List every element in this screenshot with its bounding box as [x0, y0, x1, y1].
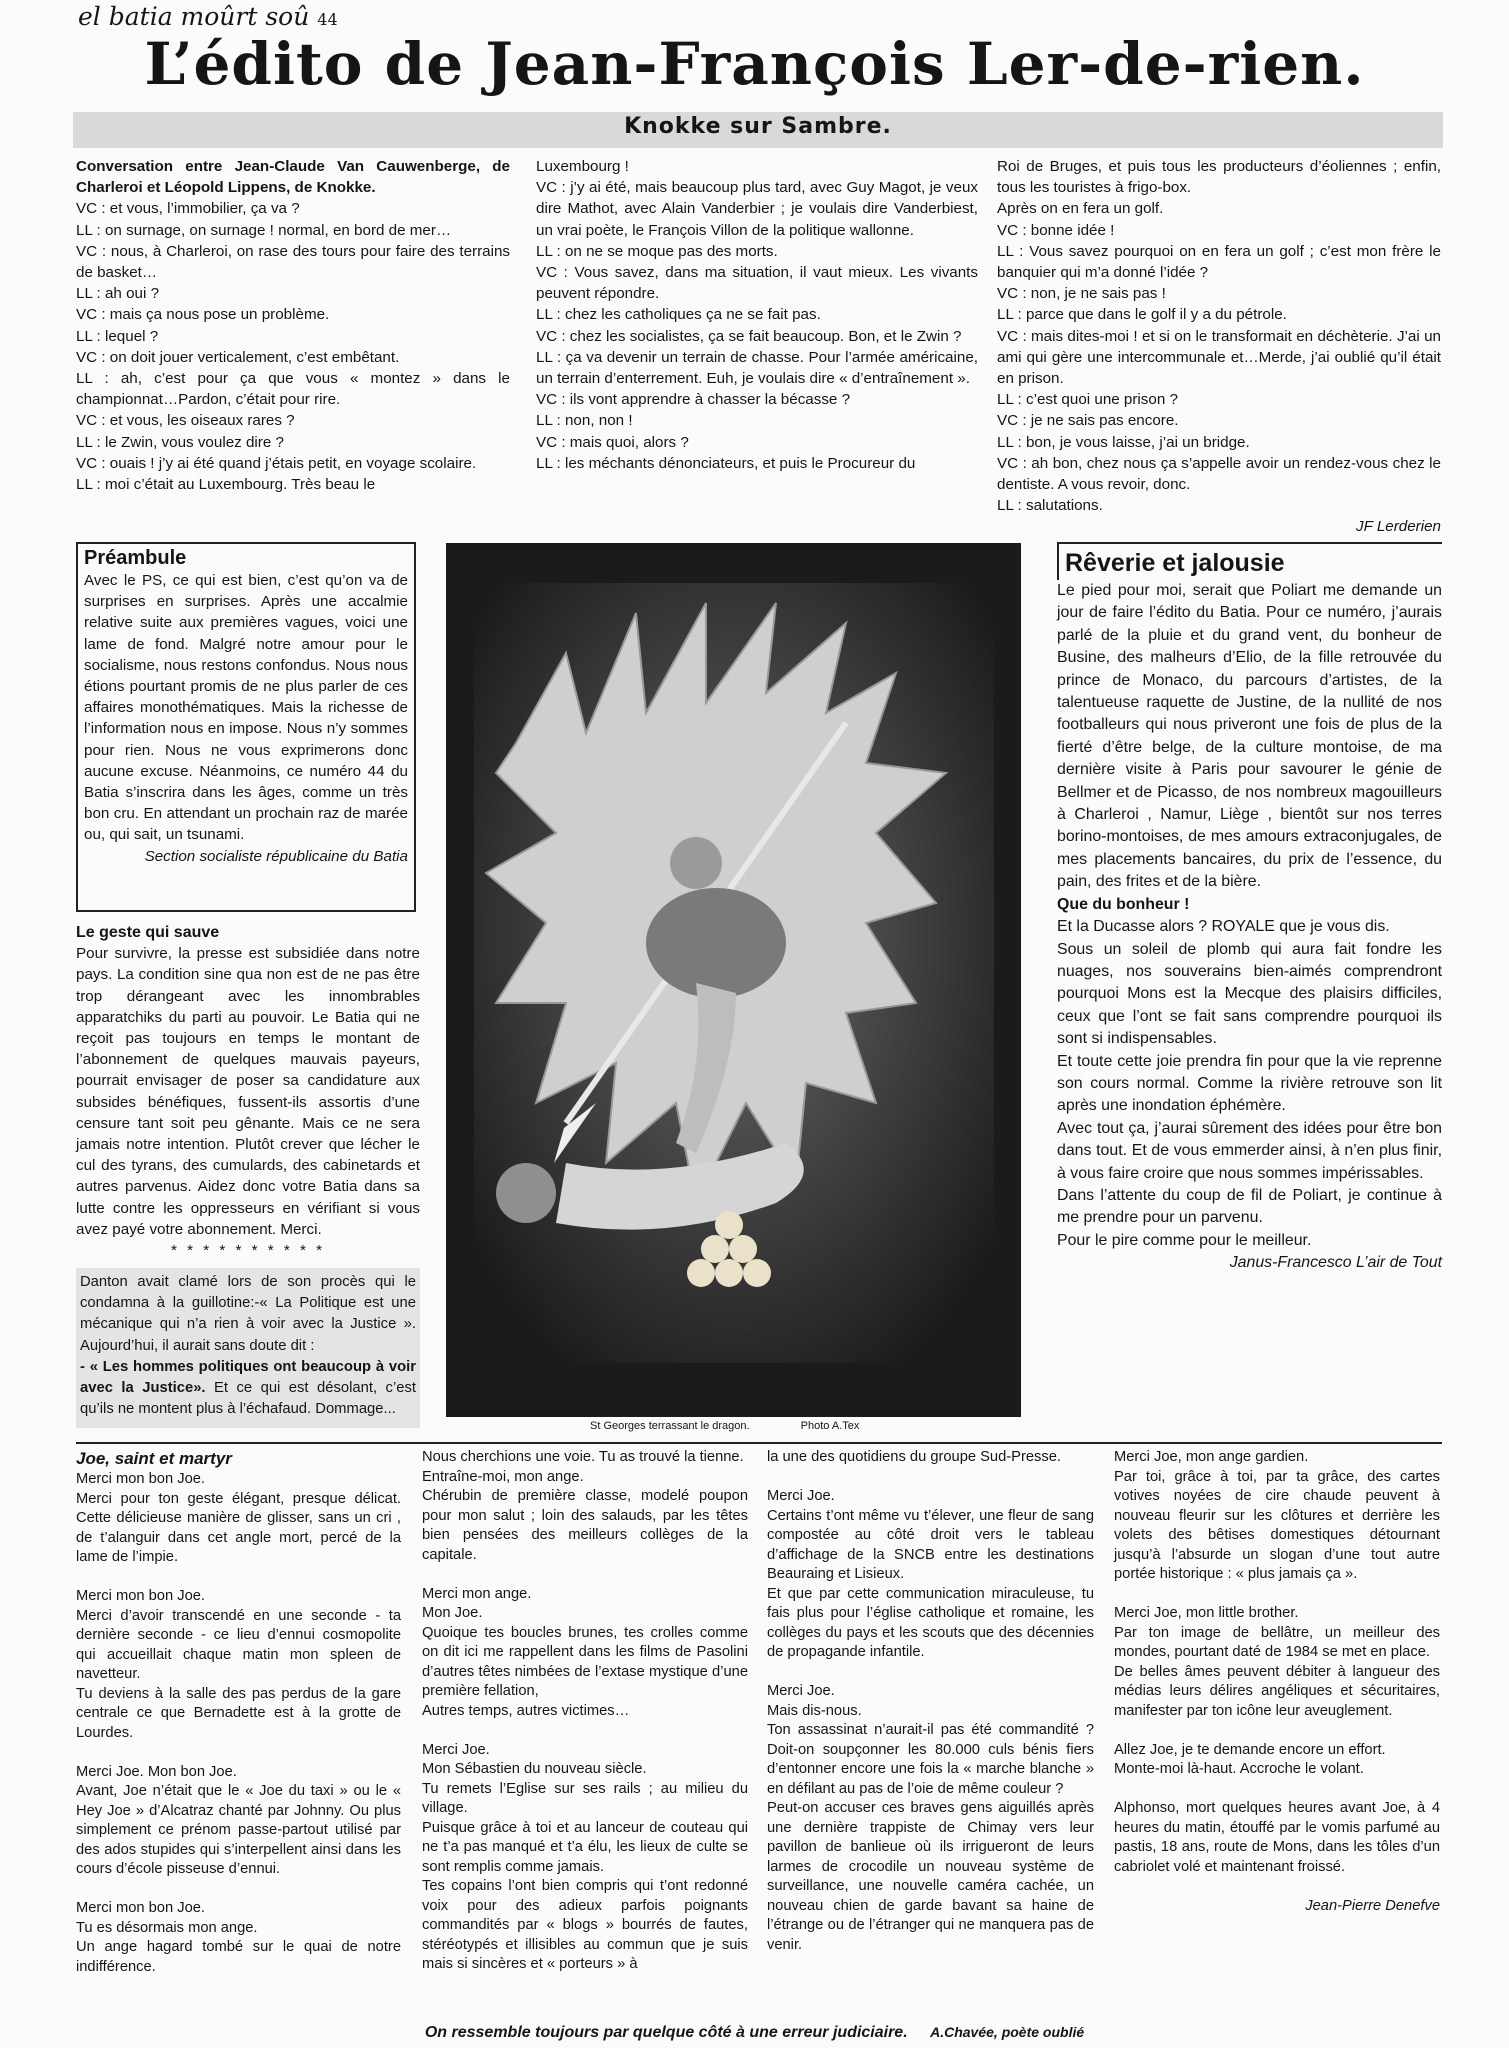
danton-text-end: Et ce qui est désolant, c’est qu’ils ne montent plus à l’échafaud. Dommage... — [80, 1380, 416, 1418]
photo-caption-text: St Georges terrassant le dragon. — [590, 1420, 750, 1432]
joe-paragraph: Merci Joe. Certains t’ont même vu t’élever, une fleur de sang compostée au côté droit vers le tableau d’affichage de la SNCB entre les destinations Beauraing et Lisieux. Et que par cette communication miraculeuse, tu fais plus pour l’église catholique et romaine, les collèges du pays et les scouts que des décennies de propagande infantile. — [767, 1488, 1094, 1660]
preambule-title: Préambule — [84, 547, 187, 569]
reverie-paragraph: Le pied pour moi, serait que Poliart me demande un jour de faire l’édito du Batia. Pour ce numéro, j’aurais parlé de la pluie et du grand vent, du bonheur de Busine, des malheurs d’Elio, de la fille retrouvée du prince de Monaco, du parcours d’artistes, de la talentueuse raquette de Justine, de la nullité de nos footballeurs qui nous priveront une fois de plus de la fierté d’être belge, de la culture montoise, de ma dernière visite à Paris pour savourer le génie de Bellmer et de Picasso, de nos nombreux magouilleurs à Charleroi , Namur, Liège , bientôt sur nos terres borino-montoises, de mes amours extraconjugales, de mes placements bancaires, du prix de l’essence, du pain, des frites et de la bière. — [1057, 582, 1442, 891]
separator-stars: * * * * * * * * * * — [170, 1242, 326, 1260]
masthead — [78, 2, 338, 31]
conversation-line: LL : lequel ? — [76, 327, 159, 345]
conversation-line: LL : on surnage, on surnage ! normal, en bord de mer… — [76, 221, 452, 239]
conversation-column-2 — [536, 156, 978, 474]
conversation-line: VC : Vous savez, dans ma situation, il vaut mieux. Les vivants peuvent répondre. — [536, 264, 978, 303]
conversation-line: VC : mais dites-moi ! et si on le transformait en déchèterie. J’ai un ami qui gère une intercommunale et…Merde, j’ai oublié qu’il était en prison. — [997, 327, 1441, 388]
conversation-line: VC : bonne idée ! — [997, 221, 1115, 239]
conversation-line: LL : les méchants dénonciateurs, et puis le Procureur du — [536, 454, 916, 472]
joe-column-1 — [76, 1448, 401, 1997]
section-divider — [76, 1442, 1442, 1444]
joe-paragraph: la une des quotidiens du groupe Sud-Presse. — [767, 1449, 1061, 1465]
subtitle: Knokke sur Sambre. — [624, 114, 892, 139]
joe-paragraph: Merci Joe. Mon bon Joe. Avant, Joe n’était que le « Joe du taxi » ou le « Hey Joe » d’Alcatraz chanté par Johnny. Ou plus simplement ce prénom passe-partout utilisé par des ados stupides qui s’interpellent ainsi dans les cours d’école pisseuse d’ennui. — [76, 1763, 401, 1877]
issue-number: 44 — [317, 10, 338, 29]
footer-quote-text: On ressemble toujours par quelque côté à une erreur judiciaire. — [424, 2024, 908, 2041]
photo-caption — [590, 1420, 859, 1432]
joe-title: Joe, saint et martyr — [76, 1449, 232, 1468]
conversation-line: VC : nous, à Charleroi, on rase des tours pour faire des terrains de basket… — [76, 242, 510, 282]
joe-column-4 — [1114, 1448, 1440, 1936]
conversation-line: LL : le Zwin, vous voulez dire ? — [76, 433, 284, 451]
joe-paragraph: Allez Joe, je te demande encore un effort. Monte-moi là-haut. Accroche le volant. — [1114, 1741, 1386, 1777]
joe-paragraph: Merci mon bon Joe. Merci pour ton geste élégant, presque délicat. Cette délicieuse manière de glisser, sans un cri , de t’alanguir dans cet angle mort, percé de la lame de l’impie. — [76, 1471, 401, 1565]
joe-signature: Jean-Pierre Denefve — [1305, 1897, 1440, 1914]
photo-credit: Photo A.Tex — [800, 1420, 860, 1432]
conversation-line: LL : c’est quoi une prison ? — [997, 391, 1178, 409]
joe-paragraph: Merci Joe. Mais dis-nous. Ton assassinat n’aurait-il pas été commandité ? Doit-on soupçonner les 80.000 culs bénis fiers d’entonner encore une fois la « marche blanche » en défilant au pas de l’oie de même couleur ? Peut-on accuser ces braves gens aiguillés après une dernière trappiste de Chimay vers leur pavillon de banlieue où ils irrigueront de leurs larmes de crocodile un nouveau système de surveillance, une nouvelle caméra cachée, un nouveau chien de garde bavant sa haine de l’étrange ou de l’étranger qui ne manquera pas de venir. — [767, 1683, 1094, 1953]
reverie-paragraph: Et la Ducasse alors ? ROYALE que je vous dis. — [1057, 918, 1390, 936]
conversation-line: LL : bon, je vous laisse, j’ai un bridge. — [997, 433, 1250, 451]
danton-box — [76, 1268, 420, 1428]
conversation-line: LL : moi c’était au Luxembourg. Très beau le — [76, 476, 376, 494]
reverie-paragraph: Et toute cette joie prendra fin pour que la vie reprenne son cours normal. Comme la rivière retrouve son lit après une inondation éphémère. — [1057, 1052, 1442, 1115]
joe-paragraph: Merci Joe. Mon Sébastien du nouveau siècle. Tu remets l’Eglise sur ses rails ; au milieu du village. Puisque grâce à toi et au lanceur de couteau qui ne t’a pas manqué et t’a élu, les lieux de culte se sont remplis comme jamais. Tes copains l’ont bien compris qui t’ont redonné voix pour des adieux parfois poignants commandités par « blogs » bourrés de fautes, stéréotypés et illisibles au commun que je suis mais si sincères et « porteurs » à — [422, 1741, 748, 1972]
conversation-line: VC : chez les socialistes, ça se fait beaucoup. Bon, et le Zwin ? — [536, 327, 962, 345]
conversation-line: VC : mais ça nous pose un problème. — [76, 306, 330, 324]
conversation-line: Luxembourg ! — [536, 158, 629, 175]
preambule-box — [76, 542, 416, 912]
reverie-paragraph: Dans l’attente du coup de fil de Poliart, je continue à me prendre pour un parvenu. — [1057, 1186, 1442, 1227]
masthead-title: el batia moûrt soû — [78, 2, 310, 31]
geste-section — [76, 922, 420, 1261]
conversation-line: VC : on doit jouer verticalement, c’est embêtant. — [76, 348, 400, 366]
geste-title: Le geste qui sauve — [76, 924, 220, 941]
conversation-line: Après on en fera un golf. — [997, 200, 1164, 218]
conversation-signature: JF Lerderien — [1356, 518, 1441, 536]
reverie-paragraph: Avec tout ça, j’aurai sûrement des idées pour être bon dans tout. Et de vous emmerder ainsi, à n’en plus finir, à vous faire croire que nous sommes impérissables. — [1057, 1119, 1442, 1182]
reverie-paragraph: Pour le pire comme pour le meilleur. — [1057, 1231, 1312, 1249]
conversation-line: VC : je ne sais pas encore. — [997, 412, 1179, 430]
conversation-line: VC : ouais ! j’y ai été quand j’étais petit, en voyage scolaire. — [76, 454, 477, 472]
joe-paragraph: Alphonso, mort quelques heures avant Joe, à 4 heures du matin, étouffé par le vomis parfumé au pastis, 18 ans, route de Mons, dans les tôles d’un cabriolet volé et maintenant froissé. — [1114, 1800, 1440, 1875]
reverie-bold-line: Que du bonheur ! — [1057, 895, 1190, 913]
reverie-header — [1057, 542, 1442, 580]
reverie-section — [1057, 542, 1442, 1275]
joe-column-2 — [422, 1448, 748, 1994]
conversation-line: LL : non, non ! — [536, 412, 633, 430]
photo-illustration — [446, 543, 1021, 1417]
joe-paragraph: Nous cherchions une voie. Tu as trouvé la tienne. Entraîne-moi, mon ange. Chérubin de première classe, modelé poupon pour mon salut ; loin des salauds, par les têtes bien pensées des meilleurs collèges de la capitale. — [422, 1449, 748, 1563]
joe-paragraph: Merci mon bon Joe. Tu es désormais mon ange. Un ange hagard tombé sur le quai de notre indifférence. — [76, 1900, 401, 1975]
conversation-line: LL : ah, c’est pour ça que vous « montez » dans le championnat…Pardon, c’était pour rire. — [76, 370, 510, 409]
conversation-column-1 — [76, 156, 510, 495]
joe-paragraph: Merci mon ange. Mon Joe. Quoique tes boucles brunes, tes crolles comme on dit ici me rappellent dans les films de Pasolini d’autres têtes nimbées de l’extase mystique d’une première fellation, Autres temps, autres victimes… — [422, 1585, 748, 1719]
reverie-title: Rêverie et jalousie — [1065, 549, 1285, 577]
reverie-paragraph: Sous un soleil de plomb qui aura fait fondre les nuages, nos souverains bien-aimés comprendront pourquoi Mons est la Mecque des plaisirs difficiles, ceux que l’ont se fait sans comprendre pourquoi ils sont si indispensables. — [1057, 940, 1442, 1048]
conversation-line: LL : ça va devenir un terrain de chasse. Pour l’armée américaine, un terrain d’enterrement. Euh, je voulais dire « d’entraînement ». — [536, 348, 978, 388]
preambule-signature: Section socialiste républicaine du Batia — [144, 847, 408, 865]
page-title: L’édito de Jean-François Ler-de-rien. — [144, 30, 1365, 98]
reverie-body — [1057, 580, 1442, 1275]
conversation-line: VC : j’y ai été, mais beaucoup plus tard, avec Guy Magot, je veux dire Mathot, avec Alain Vanderbier ; je voulais dire Vanderbiest, un vrai poète, le François Villon de la politique wallonne. — [536, 179, 978, 239]
conversation-column-3 — [997, 156, 1441, 538]
footer-quote — [0, 2024, 1509, 2042]
conversation-line: LL : Vous savez pourquoi on en fera un golf ; c’est mon frère le banquier qui m’a donné l’idée ? — [997, 242, 1441, 282]
conversation-line: LL : parce que dans le golf il y a du pétrole. — [997, 306, 1287, 324]
conversation-line: VC : et vous, les oiseaux rares ? — [76, 412, 295, 430]
preambule-text: Avec le PS, ce qui est bien, c’est qu’on va de surprises en surprises. Après une accalmie relative suite aux premières vagues, voici une lame de fond. Malgré notre amour pour le socialisme, nous restons confondus. Nous nous étions pourtant promis de ne plus parler de ces affaires monothématiques. Mais la richesse de l’information nous en impose. Nous n’y sommes pour rien. Nous ne vous exprimerons donc aucune excuse. Néanmoins, ce numéro 44 du Batia s’inscrira dans les âges, comme un très bon cru. En attendant un prochain raz de marée ou, qui sait, un tsunami. — [84, 572, 408, 844]
conversation-line: LL : salutations. — [997, 497, 1103, 515]
danton-bold-quote: - « Les hommes politiques ont beaucoup à voir avec la Justice». — [80, 1358, 416, 1397]
joe-paragraph: Merci Joe, mon little brother. Par ton image de bellâtre, un meilleur des mondes, pourtant daté de 1984 se met en place. De belles âmes peuvent débiter à langueur des médias leurs délires angéliques et sécuritaires, manifester par ton icône leur aveuglement. — [1114, 1605, 1440, 1719]
joe-column-3 — [767, 1448, 1094, 1975]
conversation-intro: Conversation entre Jean-Claude Van Cauwenberge, de Charleroi et Léopold Lippens, de Knokke. — [76, 158, 510, 197]
conversation-line: LL : on ne se moque pas des morts. — [536, 242, 778, 260]
photo-st-georges — [446, 543, 1021, 1417]
conversation-line: VC : mais quoi, alors ? — [536, 433, 689, 451]
reverie-signature: Janus-Francesco L’air de Tout — [1229, 1254, 1442, 1272]
conversation-line: VC : ils vont apprendre à chasser la bécasse ? — [536, 391, 851, 409]
joe-paragraph: Merci mon bon Joe. Merci d’avoir transcendé en une seconde - ta dernière seconde - ce lieu d’ennui cosmopolite qui accueillait chaque matin mon spleen de navetteur. Tu deviens à la salle des pas perdus de la gare centrale ce que Bernadette est à la grotte de Lourdes. — [76, 1588, 401, 1741]
geste-text: Pour survivre, la presse est subsidiée dans notre pays. La condition sine qua non est de ne pas être trop dérangeant avec les innombrables apparatchiks du parti au pouvoir. Le Batia qui ne reçoit pas toujours en temps le montant de l’abonnement de quelques mauvais payeurs, pourrait envisager de poser sa candidature aux subsides bénéfiques, fussent-ils assortis d’une censure tant soit peu gênante. Mais ce ne sera jamais notre intention. Plutôt crever que lécher le cul des tyrans, des cumulards, des cabinetards et autres parvenus. Aidez donc votre Batia dans sa lutte contre les oppresseurs en vérifiant si vous avez payé votre abonnement. Merci. — [76, 945, 420, 1238]
joe-paragraph: Merci Joe, mon ange gardien. Par toi, grâce à toi, par ta grâce, des cartes votives noyées de cire chaude peuvent à nouveau fleurir sur les clôtures et derrière les volets des bêtises domestiques détournant jusqu’à l’absurde un slogan d’une tout autre portée historique : « plus jamais ça ». — [1114, 1449, 1440, 1582]
footer-quote-author: A.Chavée, poète oublié — [930, 2024, 1085, 2040]
conversation-line: VC : et vous, l’immobilier, ça va ? — [76, 200, 300, 218]
conversation-line: VC : non, je ne sais pas ! — [997, 285, 1166, 303]
conversation-line: VC : ah bon, chez nous ça s’appelle avoir un rendez-vous chez le dentiste. A vous revoir, donc. — [997, 454, 1441, 494]
conversation-line: LL : ah oui ? — [76, 285, 160, 303]
conversation-line: LL : chez les catholiques ça ne se fait pas. — [536, 306, 821, 324]
danton-text: Danton avait clamé lors de son procès qui le condamna à la guillotine:-« La Politique est une mécanique qui n’a rien à voir avec la Justice ». Aujourd’hui, il aurait sans doute dit : — [80, 1274, 416, 1354]
conversation-line: Roi de Bruges, et puis tous les producteurs d’éoliennes ; enfin, tous les touristes à frigo-box. — [997, 158, 1441, 197]
